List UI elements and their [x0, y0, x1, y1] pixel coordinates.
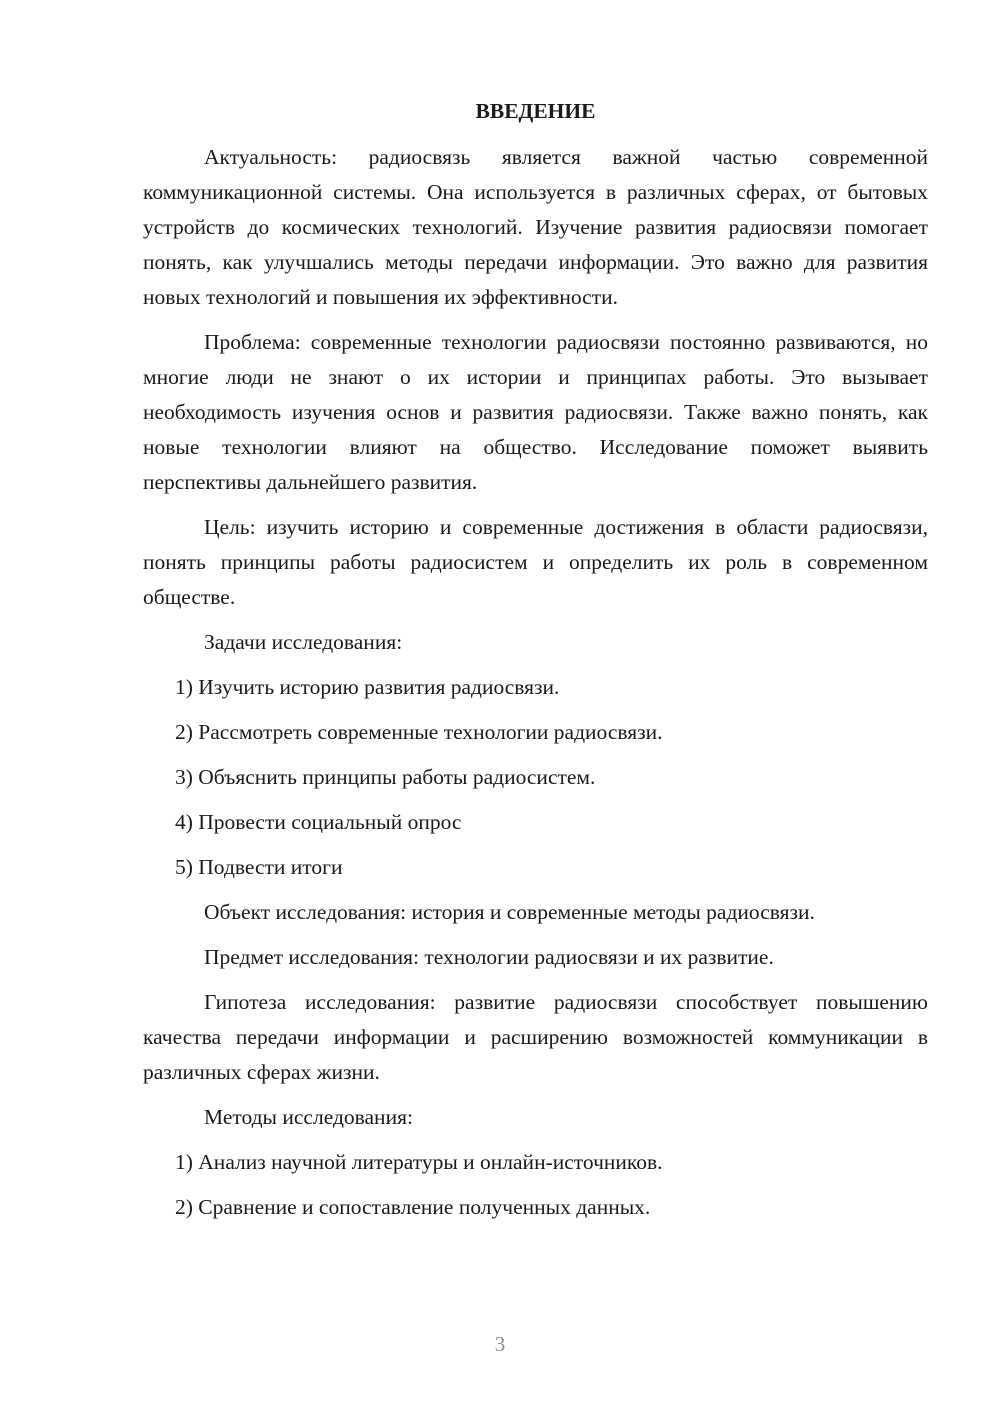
object-line: Объект исследования: история и современные методы радиосвязи. — [204, 900, 815, 924]
method-item: 1) Анализ научной литературы и онлайн-источников. — [175, 1150, 663, 1174]
task-item: 2) Рассмотреть современные технологии радиосвязи. — [175, 720, 663, 744]
tasks-heading: Задачи исследования: — [204, 630, 403, 654]
task-item: 3) Объяснить принципы работы радиосистем. — [175, 765, 596, 789]
relevance-paragraph: Актуальность: радиосвязь является важной частью современной коммуникационной системы. Она используется в различных сферах, от бытовых устройств до космических технологий. Изучение развития радиосвязи помогает понять, как улучшались методы передачи информации. Это важно для развития новых технологий и повышения их эффективности. — [143, 145, 928, 309]
task-item: 5) Подвести итоги — [175, 855, 343, 879]
methods-heading: Методы исследования: — [204, 1105, 413, 1129]
method-item: 2) Сравнение и сопоставление полученных данных. — [175, 1195, 651, 1219]
subject-line: Предмет исследования: технологии радиосвязи и их развитие. — [204, 945, 774, 969]
goal-paragraph: Цель: изучить историю и современные достижения в области радиосвязи, понять принципы работы радиосистем и определить их роль в современном обществе. — [143, 515, 928, 609]
task-item: 4) Провести социальный опрос — [175, 810, 462, 834]
page-number: 3 — [494, 1332, 506, 1356]
section-title: ВВЕДЕНИЕ — [475, 99, 596, 123]
document-page — [143, 94, 928, 1235]
problem-paragraph: Проблема: современные технологии радиосвязи постоянно развиваются, но многие люди не знают о их истории и принципах работы. Это вызывает необходимость изучения основ и развития радиосвязи. Также важно понять, как новые технологии влияют на общество. Исследование поможет выявить перспективы дальнейшего развития. — [143, 330, 928, 494]
hypothesis-paragraph: Гипотеза исследования: развитие радиосвязи способствует повышению качества передачи информации и расширению возможностей коммуникации в различных сферах жизни. — [143, 990, 928, 1084]
task-item: 1) Изучить историю развития радиосвязи. — [175, 675, 560, 699]
